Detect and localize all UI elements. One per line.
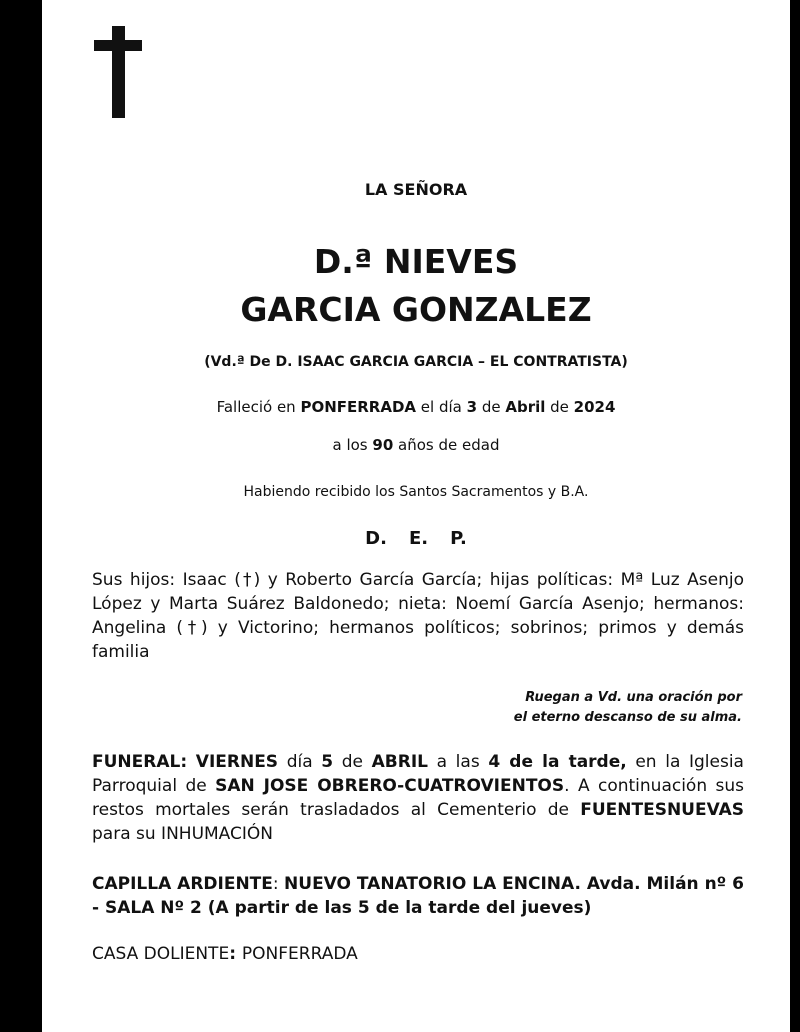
chapel-paragraph: CAPILLA ARDIENTE: NUEVO TANATORIO LA ENCINA. Avda. Milán nº 6 - SALA Nº 2 (A partir de las 5 de la tarde del jueves) bbox=[92, 874, 745, 918]
prayer-line2: el eterno descanso de su alma. bbox=[513, 710, 742, 725]
widow-of-text: (Vd.ª De D. ISAAC GARCIA GARCIA – EL CONTRATISTA) bbox=[204, 354, 628, 370]
cross-icon bbox=[94, 26, 142, 120]
deceased-name-line1: D.ª NIEVES bbox=[313, 242, 519, 281]
obituary-sheet bbox=[42, 0, 790, 1032]
deceased-name-line2: GARCIA GONZALEZ bbox=[240, 290, 592, 329]
prayer-line1: Ruegan a Vd. una oración por bbox=[525, 690, 742, 705]
death-info: Falleció en PONFERRADA el día 3 de Abril de 2024 bbox=[216, 398, 616, 416]
house-paragraph: CASA DOLIENTE: PONFERRADA bbox=[92, 944, 358, 964]
intro-text: LA SEÑORA bbox=[364, 180, 468, 199]
dep-text: D. E. P. bbox=[365, 528, 467, 549]
family-paragraph: Sus hijos: Isaac (†) y Roberto García García; hijas políticas: Mª Luz Asenjo López y Marta Suárez Baldonedo; nieta: Noemí García Asenjo; hermanos: Angelina (†) y Victorino; hermanos políticos; sobrinos; primos y demás familia bbox=[92, 570, 744, 662]
age-info: a los 90 años de edad bbox=[332, 436, 500, 454]
funeral-paragraph: FUNERAL: VIERNES día 5 de ABRIL a las 4 de la tarde, en la Iglesia Parroquial de SAN JOSE OBRERO-CUATROVIENTOS. A continuación sus restos mortales serán trasladados al Cementerio de FUENTESNUEVAS para su INHUMACIÓN bbox=[92, 752, 745, 844]
sacraments-text: Habiendo recibido los Santos Sacramentos y B.A. bbox=[243, 484, 589, 500]
